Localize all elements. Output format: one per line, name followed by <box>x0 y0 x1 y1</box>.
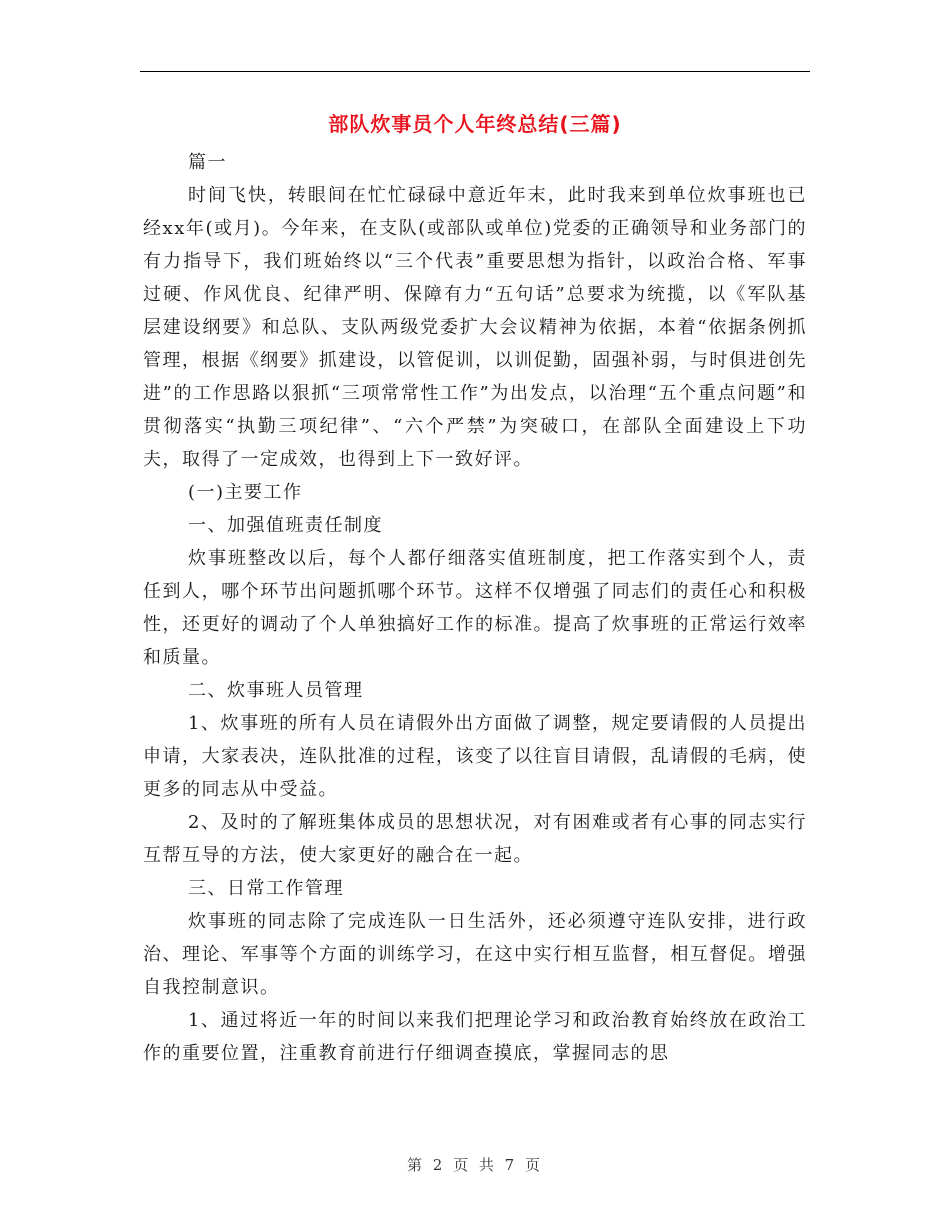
document-title: 部队炊事员个人年终总结(三篇) <box>328 112 622 136</box>
header-rule <box>140 71 810 72</box>
paragraph-main-work-heading: (一)主要工作 <box>188 482 303 503</box>
paragraph-heading-daily: 三、日常工作管理 <box>188 878 344 899</box>
paragraph-duty-body: 炊事班整改以后，每个人都仔细落实值班制度，把工作落实到个人，责任到人，哪个环节出问题抓哪个环节。这样不仅增强了同志们的责任心和积极性，还更好的调动了个人单独搞好工作的标准。提高了炊事班的正常运行效率和质量。 <box>143 548 807 668</box>
paragraph-section-heading: 篇一 <box>188 152 227 173</box>
paragraph-heading-personnel: 二、炊事班人员管理 <box>188 680 364 701</box>
paragraph-daily-body: 炊事班的同志除了完成连队一日生活外，还必须遵守连队安排，进行政治、理论、军事等个方面的训练学习，在这中实行相互监督，相互督促。增强自我控制意识。 <box>143 911 807 998</box>
paragraph-heading-duty: 一、加强值班责任制度 <box>188 515 383 536</box>
page-number-footer: 第 2 页 共 7 页 <box>407 1156 543 1174</box>
paragraph-personnel-1: 1、炊事班的所有人员在请假外出方面做了调整，规定要请假的人员提出申请，大家表决，连队批准的过程，该变了以往盲目请假，乱请假的毛病，使更多的同志从中受益。 <box>143 713 807 800</box>
paragraph-personnel-2: 2、及时的了解班集体成员的思想状况，对有困难或者有心事的同志实行互帮互导的方法，使大家更好的融合在一起。 <box>143 812 807 866</box>
paragraph-intro: 时间飞快，转眼间在忙忙碌碌中意近年末，此时我来到单位炊事班也已经xx年(或月)。今年来，在支队(或部队或单位)党委的正确领导和业务部门的有力指导下，我们班始终以“三个代表”重要思想为指针，以政治合格、军事过硬、作风优良、纪律严明、保障有力“五句话”总要求为统揽，以《军队基层建设纲要》和总队、支队两级党委扩大会议精神为依据，本着“依据条例抓管理，根据《纲要》抓建设，以管促训，以训促勤，固强补弱，与时俱进创先进”的工作思路以狠抓“三项常常性工作”为出发点，以治理“五个重点问题”和贯彻落实“执勤三项纪律”、“六个严禁”为突破口，在部队全面建设上下功夫，取得了一定成效，也得到上下一致好评。 <box>143 185 807 470</box>
paragraph-daily-1: 1、通过将近一年的时间以来我们把理论学习和政治教育始终放在政治工作的重要位置，注重教育前进行仔细调查摸底，掌握同志的思 <box>143 1010 807 1064</box>
document-body <box>143 146 807 1070</box>
